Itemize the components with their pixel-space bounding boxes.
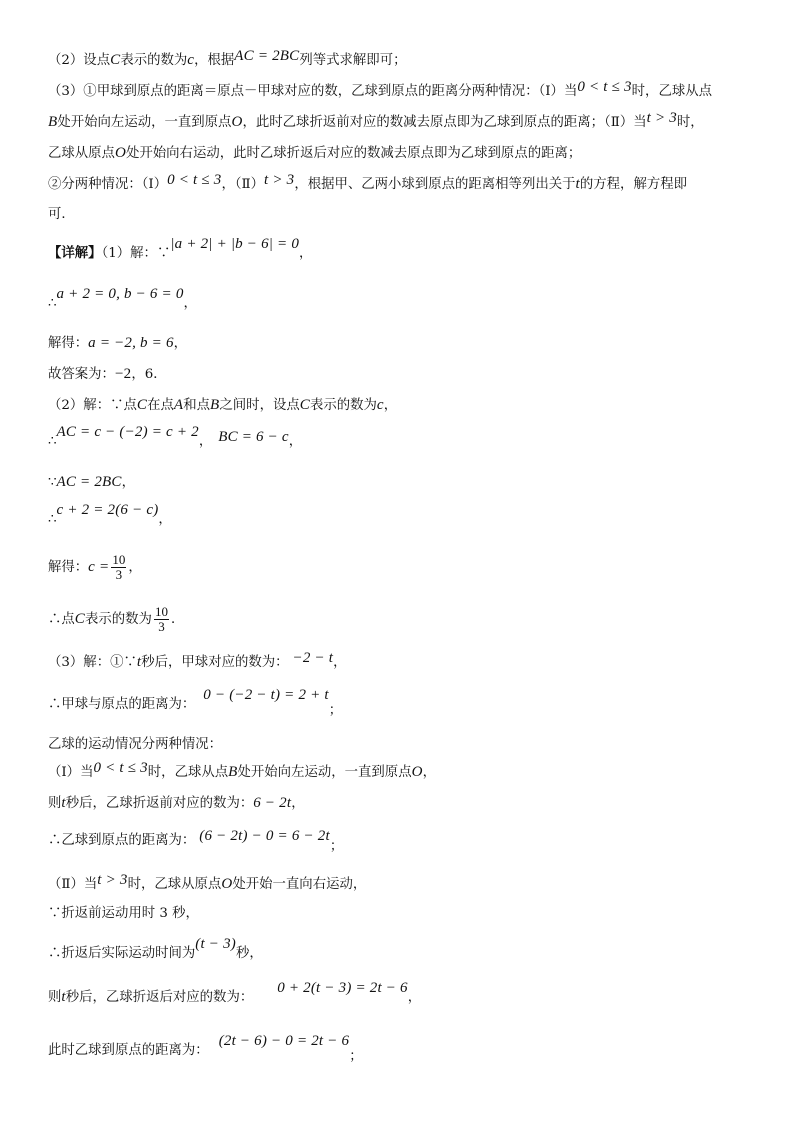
text: ，: [383, 398, 398, 413]
text: 乙球从原点: [48, 146, 115, 161]
text: 秒后，乙球折返后对应的数为：: [65, 990, 254, 1005]
text: ，根据: [194, 53, 235, 68]
text: 之间时，设点: [219, 398, 300, 413]
text: ，: [173, 336, 188, 351]
text: 表示的数为: [309, 398, 377, 413]
text: 处开始向左运动，一直到原点: [237, 765, 412, 780]
line-detail-14: [48, 762, 760, 783]
text: ；: [328, 703, 343, 718]
line-detail-19: [48, 936, 760, 964]
text: 处开始向右运动，此时乙球折返后对应的数减去原点即为乙球到原点的距离；: [126, 146, 582, 161]
text: ∴: [48, 296, 57, 311]
var-t: t: [61, 795, 66, 811]
text: ∴: [48, 434, 57, 449]
text: ，: [422, 765, 437, 780]
var-t: t: [136, 654, 142, 670]
formula: 6 − 2t: [253, 795, 292, 811]
formula: (6 − 2t) − 0 = 6 − 2t: [199, 828, 330, 844]
line-detail-8: [48, 502, 760, 530]
line-detail-12: [48, 687, 760, 718]
fraction-10-3: [154, 605, 169, 634]
text: ，: [183, 296, 197, 311]
formula: AC = c − (−2) = c + 2: [56, 424, 199, 440]
text: 可．: [48, 207, 75, 222]
text: 秒后，甲球对应的数为：: [141, 655, 289, 670]
formula: |a + 2| + |b − 6| = 0: [170, 236, 300, 252]
formula: t > 3: [97, 872, 128, 888]
text: ，: [198, 434, 213, 449]
text: ，此时乙球折返前对应的数减去原点即为乙球到原点的距离；（Ⅱ）当: [242, 115, 647, 130]
formula: (t − 3): [195, 936, 236, 952]
fraction-10-3: [111, 553, 126, 582]
line-detail-2: [48, 286, 760, 314]
text: ．: [170, 612, 185, 627]
text: 表示的数为: [85, 612, 152, 627]
formula: AC = 2BC: [234, 48, 300, 64]
text: ，: [121, 475, 135, 490]
line-detail-15: [48, 793, 760, 814]
line-detail-21: [48, 1033, 760, 1064]
var-b-upper: B: [210, 397, 220, 413]
text: （1）解：∵: [101, 246, 171, 261]
text: ，: [333, 655, 347, 670]
formula: c + 2 = 2(6 − c): [56, 502, 159, 518]
detail-heading: 【详解】: [48, 245, 102, 261]
text: （2）设点: [48, 53, 111, 68]
text: 故答案为：: [48, 367, 115, 382]
line-detail-3: [48, 333, 760, 354]
line-detail-7: [48, 472, 760, 493]
formula: t > 3: [264, 172, 295, 188]
text: ∴折返后实际运动时间为: [48, 946, 196, 961]
line-detail-13: [48, 735, 760, 755]
text: （3）①甲球到原点的距离＝原点－甲球对应的数，乙球到原点的距离分两种情况：（Ⅰ）当: [48, 84, 578, 99]
var-o: O: [231, 114, 243, 130]
text: 则: [48, 796, 62, 811]
formula: 0 + 2(t − 3) = 2t − 6: [277, 980, 408, 996]
text: ，（Ⅱ）: [221, 177, 265, 192]
text: ∵: [48, 475, 57, 490]
text: 的方程，解方程即: [579, 177, 688, 192]
text: ，: [299, 246, 313, 261]
line-detail-17: [48, 874, 760, 895]
text: 表示的数为: [120, 53, 188, 68]
formula: t > 3: [646, 110, 677, 126]
text: 和点: [183, 398, 211, 413]
line-analysis-3-case1: [48, 112, 760, 133]
text: ∴乙球到原点的距离为：: [48, 833, 196, 848]
formula: −2 − t: [292, 650, 334, 666]
line-analysis-2: [48, 50, 760, 71]
line-detail-1: [48, 236, 760, 264]
var-o: O: [411, 764, 423, 780]
line-detail-16: [48, 828, 760, 854]
formula: 0 < t ≤ 3: [93, 760, 148, 776]
var-o: O: [114, 145, 126, 161]
formula: AC = 2BC: [56, 474, 122, 490]
text: ；: [329, 839, 344, 854]
text: （Ⅱ）当: [48, 877, 98, 892]
var-c: c: [187, 52, 195, 68]
var-c-upper: C: [299, 397, 310, 413]
formula: 0 − (−2 − t) = 2 + t: [203, 687, 329, 703]
text: ②分两种情况：（Ⅰ）: [48, 177, 168, 192]
text: 处开始向左运动，一直到原点: [57, 115, 232, 130]
text: 处开始一直向右运动，: [232, 877, 367, 892]
line-analysis-3-part2: [48, 174, 760, 195]
text: 解得：: [48, 336, 89, 351]
text: ∵折返前运动用时 3 秒，: [48, 906, 199, 921]
text: ，: [291, 796, 305, 811]
line-detail-10: [48, 605, 760, 634]
text: 时，乙球从点: [631, 84, 713, 99]
text: ∴甲球与原点的距离为：: [48, 697, 196, 712]
formula: a = −2, b = 6: [88, 335, 174, 351]
var-a-upper: A: [173, 397, 184, 413]
line-analysis-3-case2: [48, 143, 760, 164]
text: （Ⅰ）当: [48, 765, 94, 780]
text: 乙球的运动情况分两种情况：: [48, 737, 223, 752]
text: ；: [349, 1049, 363, 1064]
line-detail-5: [48, 395, 760, 416]
text: 解得：: [48, 560, 89, 575]
text: 在点: [147, 398, 174, 413]
text: 列等式求解即可；: [299, 53, 407, 68]
formula: 0 < t ≤ 3: [167, 172, 222, 188]
formula: BC = 6 − c: [218, 429, 289, 445]
text: ∴点: [48, 612, 75, 627]
text: （3）解：①∵: [48, 655, 137, 670]
text: （2）解：∵点: [48, 398, 137, 413]
var-t: t: [575, 176, 580, 192]
line-analysis-3-intro: [48, 81, 760, 102]
numerator: 10: [154, 604, 168, 619]
var-o: O: [221, 876, 233, 892]
formula: (2t − 6) − 0 = 2t − 6: [218, 1033, 350, 1049]
formula: 0 < t ≤ 3: [577, 79, 632, 95]
text: ，: [288, 434, 303, 449]
text: ，: [407, 990, 422, 1005]
text: ，: [128, 560, 142, 575]
text: ，根据甲、乙两小球到原点的距离相等列出关于: [294, 177, 576, 192]
var-c-upper: C: [74, 611, 85, 627]
formula: a + 2 = 0, b − 6 = 0: [56, 286, 184, 302]
text: 时，乙球从点: [147, 765, 229, 780]
var-b-upper: B: [228, 764, 238, 780]
var-c-upper: C: [110, 52, 121, 68]
line-detail-6: [48, 424, 760, 452]
text: ，6．: [131, 367, 167, 382]
var-c: c: [376, 397, 384, 413]
line-detail-11: [48, 652, 760, 673]
line-detail-4: [48, 364, 760, 385]
line-analysis-end: [48, 205, 760, 225]
var-c-upper: C: [136, 397, 148, 413]
text: 时，: [676, 115, 704, 130]
line-detail-20: [48, 980, 760, 1008]
denominator: 3: [158, 619, 165, 634]
text: 则: [48, 990, 62, 1005]
var-t: t: [61, 989, 66, 1005]
text: 时，乙球从原点: [127, 877, 222, 892]
denominator: 3: [115, 567, 123, 582]
line-detail-9: [48, 553, 760, 582]
text: 秒后，乙球折返前对应的数为：: [65, 796, 254, 811]
answer-a: −2: [114, 366, 132, 382]
formula: c =: [88, 559, 110, 575]
text: 秒，: [235, 946, 263, 961]
var-b: B: [48, 114, 58, 130]
text: 此时乙球到原点的距离为：: [48, 1043, 209, 1058]
text: ∴: [48, 512, 57, 527]
numerator: 10: [112, 552, 126, 567]
text: ，: [158, 512, 172, 527]
line-detail-18: [48, 904, 760, 924]
